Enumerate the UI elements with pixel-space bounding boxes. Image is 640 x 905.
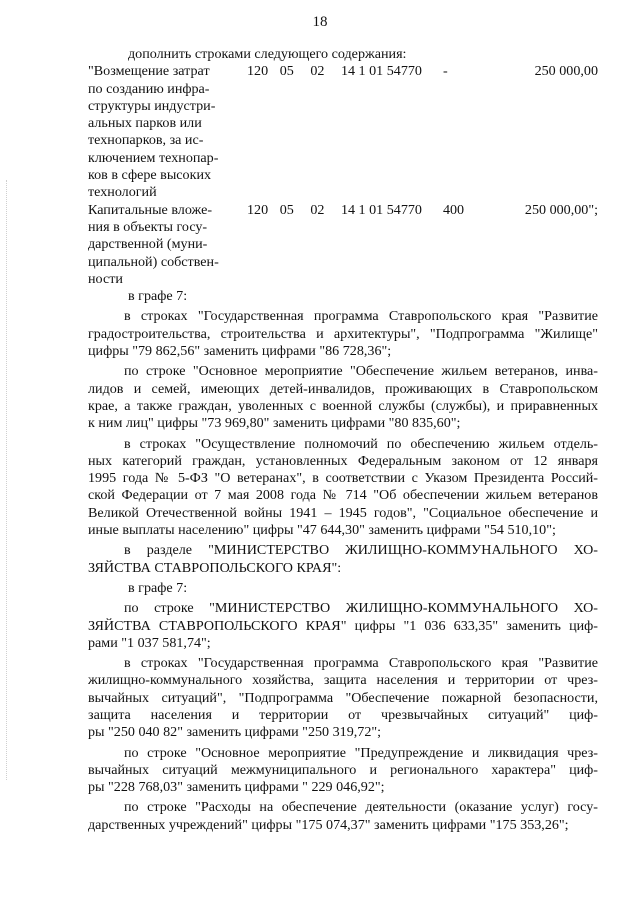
- code-cell-expense-type: 400: [442, 201, 465, 218]
- page-number: 18: [312, 14, 328, 30]
- code-cell-expense-type: -: [442, 63, 448, 80]
- paragraph-line: рами "1 037 581,74";: [88, 634, 211, 651]
- row-name-cell: [88, 202, 241, 288]
- row-name-line: технологий: [88, 184, 157, 201]
- paragraph-line: в строках "Осуществление полномочий по обеспечению жильем отдель-: [124, 435, 598, 452]
- paragraph-line: дарственных учреждений" цифры "175 074,37" заменить цифрами "175 353,26";: [88, 816, 569, 833]
- document-body: [88, 46, 598, 834]
- row-name-line: "Возмещение затрат: [88, 63, 210, 80]
- paragraph-line: ской Федерации от 7 мая 2008 года № 714 "Об обеспечении жильем ветеранов: [88, 487, 598, 504]
- row-name-line: технопарков, за ис-: [88, 132, 204, 149]
- intro-line: дополнить строками следующего содержания:: [128, 46, 407, 62]
- paragraph-line: 1995 года № 5-ФЗ "О ветеранах", в соответствии с Указом Президента Россий-: [88, 470, 598, 487]
- row-name-line: ния в объекты госу-: [88, 218, 208, 235]
- paragraph: [88, 288, 598, 305]
- paragraph: [88, 655, 598, 741]
- paragraph-line: градостроительства, строительства и архитектуры", "Подпрограмма "Жилище": [88, 325, 598, 342]
- row-name-cell: [88, 63, 241, 201]
- scan-margin-mark: [6, 180, 8, 780]
- row-name-line: ков в сфере высоких: [88, 167, 212, 184]
- paragraph: [88, 308, 598, 360]
- code-cell-target: 14 1 01 54770: [340, 201, 422, 218]
- code-cell-subsection: 02: [310, 201, 325, 218]
- paragraph-line: ры "228 768,03" заменить цифрами " 229 046,92";: [88, 779, 385, 796]
- paragraph-line: по строке "Основное мероприятие "Предупреждение и ликвидация чрез-: [124, 744, 598, 761]
- paragraph-line: в разделе "МИНИСТЕРСТВО ЖИЛИЩНО-КОММУНАЛЬНОГО ХО-: [124, 542, 598, 559]
- code-cell-target: 14 1 01 54770: [340, 63, 422, 80]
- row-name-line: альных парков или: [88, 115, 202, 132]
- paragraph-line: защита населения и территории от чрезвычайных ситуаций" циф-: [88, 706, 598, 723]
- paragraph-line: в графе 7:: [128, 579, 188, 596]
- paragraph: [88, 542, 598, 577]
- paragraph-line: иные выплаты населению" цифры "47 644,30" заменить цифрами "54 510,10";: [88, 522, 556, 539]
- table-row: [88, 202, 598, 288]
- paragraph-line: ры "250 040 82" заменить цифрами "250 319,72";: [88, 724, 382, 741]
- table-row: [88, 63, 598, 201]
- paragraph-line: жилищно-коммунального хозяйства, защита населения и территории от чрез-: [88, 672, 598, 689]
- row-name-line: ключением технопар-: [88, 149, 219, 166]
- budget-table: [88, 63, 598, 288]
- paragraph-line: лидов и семей, имеющих детей-инвалидов, проживающих в Ставропольском: [88, 380, 598, 397]
- row-name-line: ципальной) собствен-: [88, 253, 219, 270]
- code-cell-section: 05: [279, 201, 294, 218]
- paragraph: [88, 600, 598, 652]
- paragraph: [88, 745, 598, 797]
- paragraph: [88, 363, 598, 432]
- row-name-line: дарственной (муни-: [88, 236, 208, 253]
- paragraph-line: по строке "Основное мероприятие "Обеспечение жильем ветеранов, инва-: [124, 363, 598, 380]
- paragraph-line: ных категорий граждан, установленных Федеральным законом от 12 января: [88, 452, 598, 469]
- paragraph: [88, 580, 598, 597]
- paragraph: [88, 799, 598, 834]
- code-cell-subsection: 02: [310, 63, 325, 80]
- code-cell-ministry: 120: [247, 63, 269, 80]
- paragraph: [88, 436, 598, 540]
- paragraph-line: вычайных ситуаций", "Подпрограмма "Обеспечение пожарной безопасности,: [88, 689, 598, 706]
- paragraph-line: в строках "Государственная программа Ставропольского края "Развитие: [124, 655, 598, 672]
- paragraph-line: к ним лиц" цифры "73 969,80" заменить цифрами "80 835,60";: [88, 415, 461, 432]
- paragraphs: [88, 288, 598, 834]
- amount-cell: 250 000,00: [534, 63, 598, 80]
- paragraph-line: цифры "79 862,56" заменить цифрами "86 728,36";: [88, 343, 392, 360]
- row-name-line: структуры индустри-: [88, 97, 216, 114]
- row-name-line: по созданию инфра-: [88, 80, 210, 97]
- paragraph-line: Великой Отечественной войны 1941 – 1945 годов", "Социальное обеспечение и: [88, 504, 598, 521]
- paragraph-line: в строках "Государственная программа Ставропольского края "Развитие: [124, 308, 598, 325]
- code-cell-section: 05: [279, 63, 294, 80]
- amount-cell: 250 000,00";: [524, 201, 598, 218]
- paragraph-line: крае, а также граждан, уволенных с военной службы (службы), и приравненных: [88, 397, 598, 414]
- paragraph-line: по строке "Расходы на обеспечение деятельности (оказание услуг) госу-: [124, 799, 598, 816]
- row-name-line: ности: [88, 270, 123, 287]
- paragraph-line: в графе 7:: [128, 288, 188, 305]
- code-cell-ministry: 120: [247, 201, 269, 218]
- paragraph-line: ЗЯЙСТВА СТАВРОПОЛЬСКОГО КРАЯ":: [88, 559, 342, 576]
- paragraph-line: ЗЯЙСТВА СТАВРОПОЛЬСКОГО КРАЯ" цифры "1 036 633,35" заменить циф-: [88, 617, 598, 634]
- row-name-line: Капитальные вложе-: [88, 201, 213, 218]
- paragraph-line: вычайных ситуаций межмуниципального и регионального характера" циф-: [88, 761, 598, 778]
- paragraph-line: по строке "МИНИСТЕРСТВО ЖИЛИЩНО-КОММУНАЛЬНОГО ХО-: [124, 600, 598, 617]
